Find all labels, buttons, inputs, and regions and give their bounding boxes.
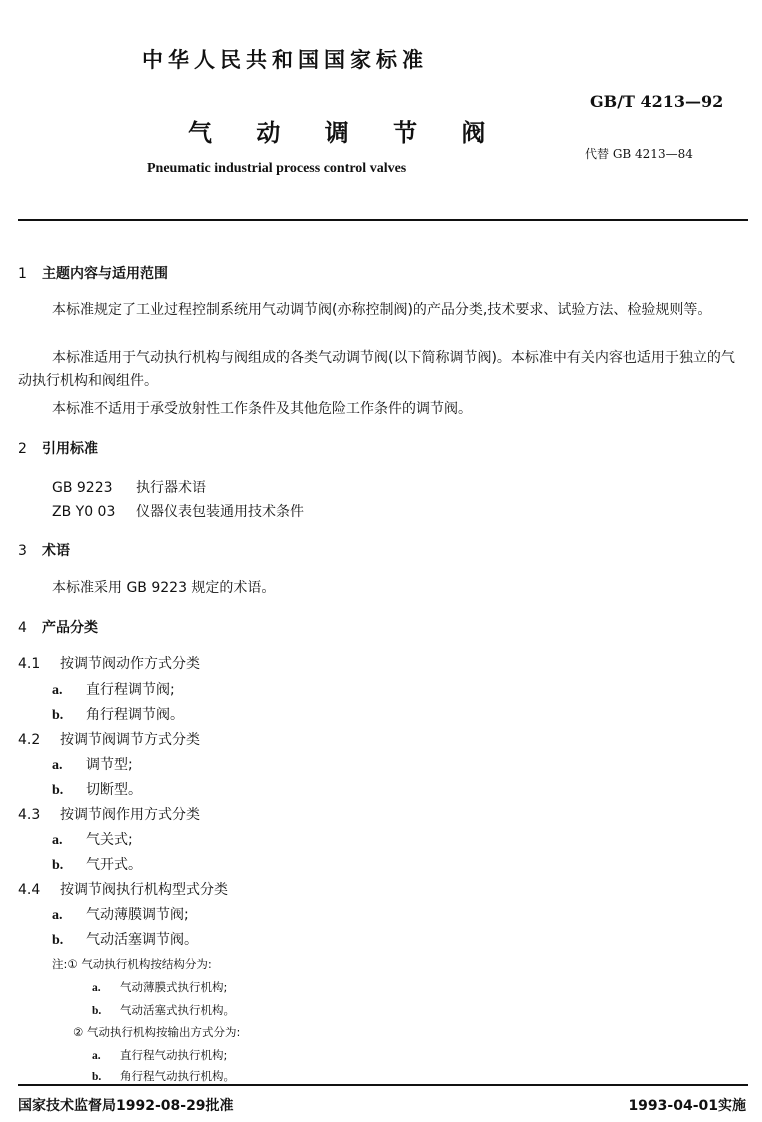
section-1-paragraph-1: 本标准规定了工业过程控制系统用气动调节阀(亦称控制阀)的产品分类,技术要求、试验方法、检验规则等。 [52,302,712,318]
item-text: 直行程气动执行机构; [120,1048,228,1062]
subsection-title: 按调节阀作用方式分类 [60,807,200,823]
note-item [92,979,227,995]
item-letter: b. [52,783,64,798]
subsection-number: 4.2 [18,732,41,748]
list-item [52,704,184,724]
footer-divider [18,1084,748,1086]
section-number: 4 [18,620,27,636]
reference-1 [52,477,206,497]
section-3-paragraph: 本标准采用 GB 9223 规定的术语。 [52,580,276,596]
subsection-number: 4.3 [18,807,41,823]
section-title: 术语 [42,543,70,559]
item-letter: b. [92,1071,102,1083]
item-text: 气动活塞调节阀。 [86,932,198,948]
header-divider [18,219,748,221]
section-1-paragraph-2: 本标准适用于气动执行机构与阀组成的各类气动调节阀(以下简称调节阀)。本标准中有关内容也适用于独立的气动执行机构和阀组件。 [18,350,735,389]
item-text: 气动活塞式执行机构。 [120,1003,235,1017]
list-item [52,829,133,849]
list-item [52,929,198,949]
item-letter: a. [92,982,101,994]
list-item [52,754,133,774]
item-letter: b. [52,858,64,873]
issuing-organization: 中华人民共和国国家标准 [142,48,428,72]
section-3-heading [18,540,70,560]
item-text: 角行程气动执行机构。 [120,1069,235,1083]
item-text: 气动薄膜调节阀; [86,907,189,923]
item-letter: a. [52,908,63,923]
section-title: 产品分类 [42,620,98,636]
english-title: Pneumatic industrial process control valves [147,161,407,176]
item-text: 气动薄膜式执行机构; [120,980,228,994]
document-title: 气 动 调 节 阀 [188,119,504,147]
subsection-4-2 [18,729,200,749]
item-letter: b. [52,708,64,723]
list-item [52,854,142,874]
section-4-heading [18,617,98,637]
subsection-4-4 [18,879,228,899]
section-number: 1 [18,266,27,282]
subsection-title: 按调节阀执行机构型式分类 [60,882,228,898]
subsection-4-1 [18,653,200,673]
note-item [92,1047,227,1063]
subsection-4-3 [18,804,200,824]
note-item [92,1002,235,1018]
section-2-heading [18,438,98,458]
standard-code: GB/T 4213—92 [590,92,724,111]
note-1-heading: 注:① 气动执行机构按结构分为: [52,957,212,971]
section-number: 2 [18,441,27,457]
section-1-paragraph-3: 本标准不适用于承受放射性工作条件及其他危险工作条件的调节阀。 [52,401,472,417]
item-text: 直行程调节阀; [86,682,175,698]
item-text: 切断型。 [86,782,142,798]
list-item [52,679,175,699]
item-letter: a. [52,758,63,773]
list-item [52,904,189,924]
reference-code: ZB Y0 03 [52,504,116,520]
replaces-standard: 代替 GB 4213—84 [585,147,693,161]
approval-info: 国家技术监督局1992-08-29批准 [18,1098,234,1114]
item-text: 调节型; [86,757,133,773]
section-title: 主题内容与适用范围 [42,266,168,282]
effective-date: 1993-04-01实施 [628,1098,746,1114]
list-item [52,779,142,799]
section-title: 引用标准 [42,441,98,457]
item-letter: a. [92,1050,101,1062]
subsection-number: 4.4 [18,882,41,898]
subsection-number: 4.1 [18,656,41,672]
section-number: 3 [18,543,27,559]
item-text: 气开式。 [86,857,142,873]
item-letter: b. [92,1005,102,1017]
subsection-title: 按调节阀调节方式分类 [60,732,200,748]
item-letter: b. [52,933,64,948]
item-letter: a. [52,683,63,698]
item-text: 角行程调节阀。 [86,707,184,723]
subsection-title: 按调节阀动作方式分类 [60,656,200,672]
reference-name: 仪器仪表包装通用技术条件 [136,504,304,520]
section-1-heading [18,263,168,283]
note-item [92,1068,235,1084]
reference-2 [52,501,304,521]
reference-code: GB 9223 [52,480,113,496]
item-text: 气关式; [86,832,133,848]
reference-name: 执行器术语 [136,480,206,496]
item-letter: a. [52,833,63,848]
note-2-heading: ② 气动执行机构按输出方式分为: [73,1025,241,1039]
